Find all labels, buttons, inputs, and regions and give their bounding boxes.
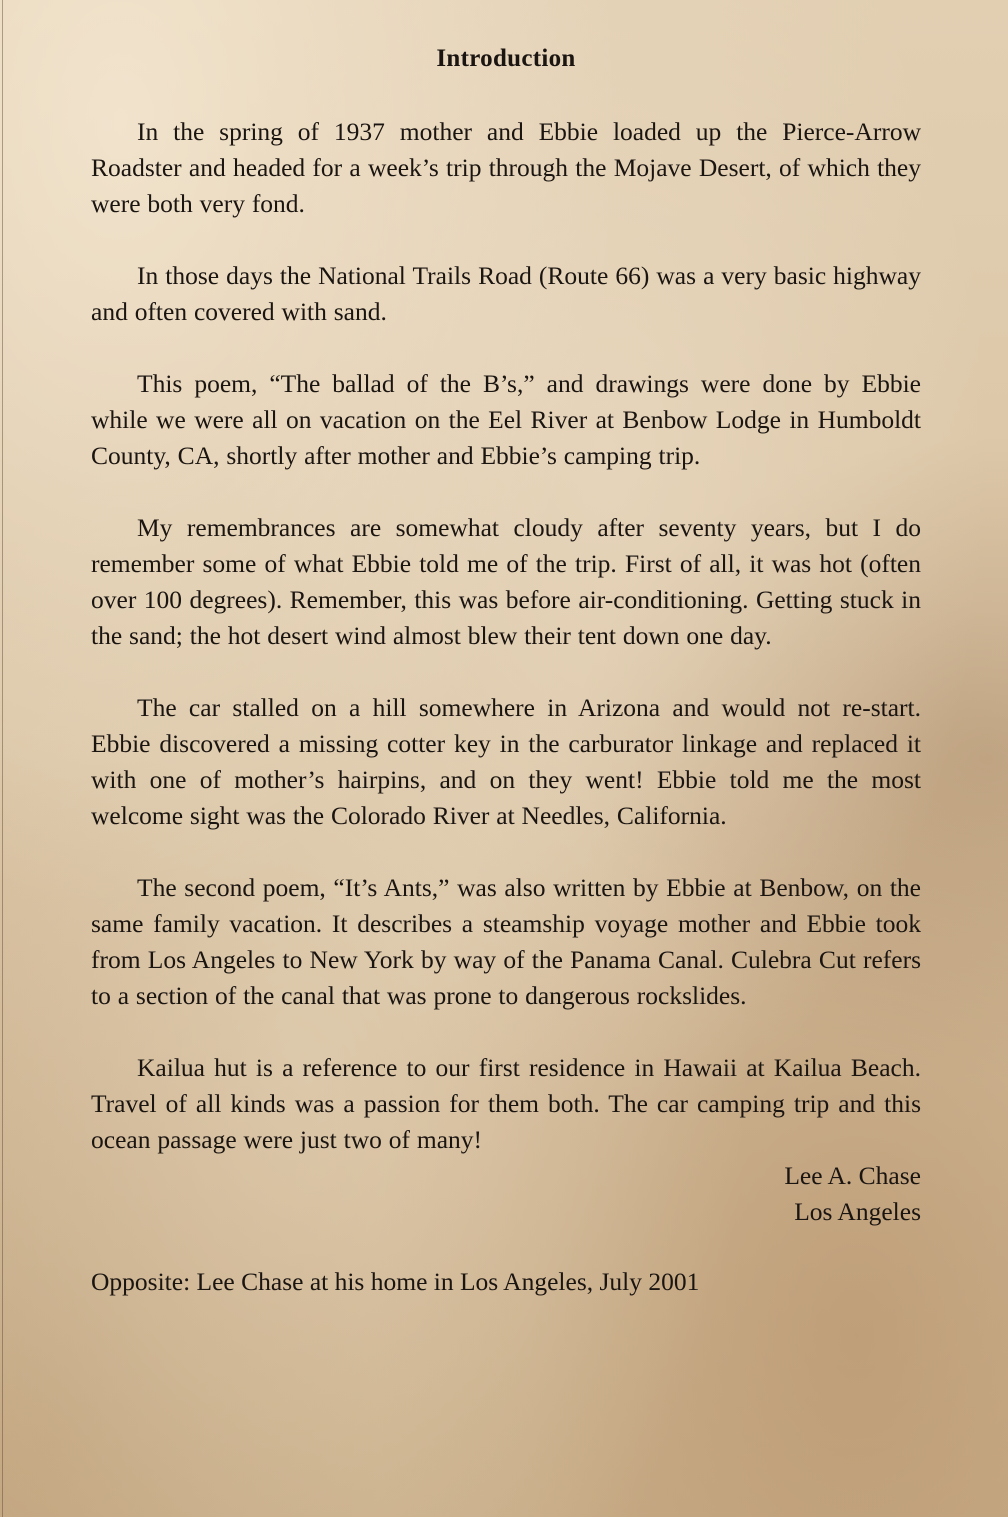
photo-caption: Opposite: Lee Chase at his home in Los Angeles, July 2001 [91, 1267, 700, 1296]
page-title: Introduction [436, 45, 576, 72]
document-page [91, 40, 921, 1300]
paragraph-6: The second poem, “It’s Ants,” was also written by Ebbie at Benbow, on the same family vacation. It describes a steamship voyage mother and Ebbie took from Los Angeles to New York by way of the Panama Canal. Culebra Cut refers to a section of the canal that was prone to dangerous rockslides. [91, 873, 921, 1010]
paragraph-5: The car stalled on a hill somewhere in Arizona and would not re-start. Ebbie discovered a missing cotter key in the carburator linkage and replaced it with one of mother’s hairpins, and on they went! Ebbie told me the most welcome sight was the Colorado River at Needles, California. [91, 693, 921, 830]
paragraph-3: This poem, “The ballad of the B’s,” and drawings were done by Ebbie while we were all on vacation on the Eel River at Benbow Lodge in Humboldt County, CA, shortly after mother and Ebbie’s camping trip. [91, 369, 921, 470]
page-edge-line [2, 0, 3, 1517]
paragraph-7: Kailua hut is a reference to our first residence in Hawaii at Kailua Beach. Travel of all kinds was a passion for them both. The car camping trip and this ocean passage were just two of many! [91, 1053, 921, 1154]
paragraph-2: In those days the National Trails Road (Route 66) was a very basic highway and often covered with sand. [91, 261, 921, 326]
paragraph-4: My remembrances are somewhat cloudy after seventy years, but I do remember some of what Ebbie told me of the trip. First of all, it was hot (often over 100 degrees). Remember, this was before air-conditioning. Getting stuck in the sand; the hot desert wind almost blew their tent down one day. [91, 513, 921, 650]
paragraph-1: In the spring of 1937 mother and Ebbie loaded up the Pierce-Arrow Roadster and headed for a week’s trip through the Mojave Desert, of which they were both very fond. [91, 117, 921, 218]
signature-name: Lee A. Chase [784, 1161, 921, 1190]
signature-place: Los Angeles [794, 1197, 921, 1226]
